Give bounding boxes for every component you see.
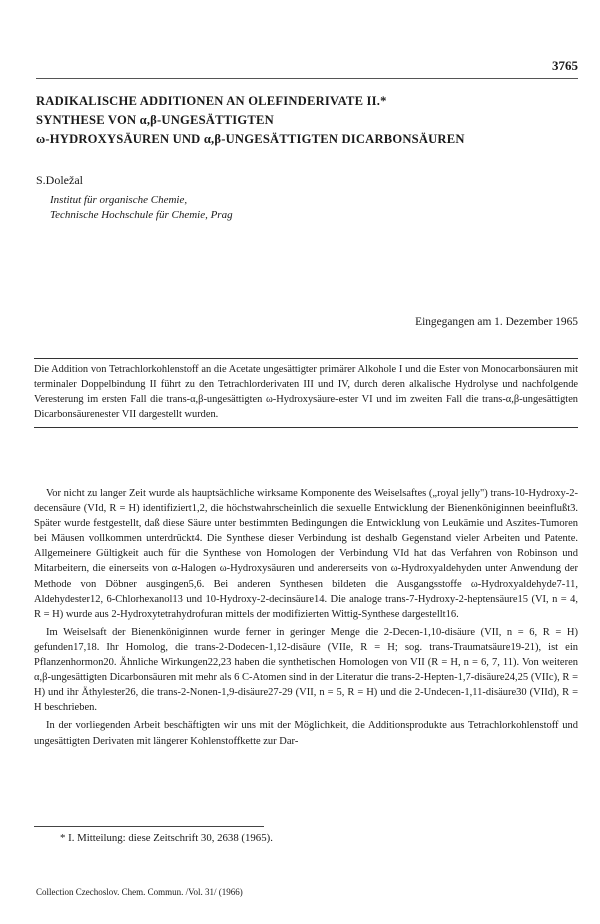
body-paragraph: Vor nicht zu langer Zeit wurde als hauptsächliche wirksame Komponente des Weiselsaftes („royal jelly") trans-10-Hydroxy-2-decensäure (VId, R = H) identifiziert1,2, die höchstwahrscheinlich die sexuelle Entwicklung der Bienenköniginnen beeinflußt3. Später wurde festgestellt, daß diese Säure unter bestimmten Bedingungen die Entwicklung von Leukämie und Aszites-Tumoren bei Mäusen vollkommen unterdrückt4. Die Synthese dieser Verbindung ist deshalb Gegenstand vieler Arbeiten und Patente. Allgemeinere Gültigkeit auch für die Synthese von Homologen der Verbindung VId hat das Verfahren von Robinson und Mitarbeitern, die einerseits von α-Halogen ω-Hydroxysäuren und andererseits von ω-Hydroxyaldehyden unter Anwendung der Methode von Döbner ausgingen5,6. Bei anderen Synthesen bildeten die Ausgangsstoffe ω-Hydroxyaldehyde7-11, Aldehydester12, 6-Chlorhexanol13 und 10-Hydroxy-2-decinsäure14. Die analoge trans-7-Hydroxy-2-heptensäure15 (VI, n = 4, R = H) wurde aus 2-Hydroxytetrahydrofuran mittels der modifizierten Wittig-Synthese dargestellt16. [34,488,578,620]
footnote: * I. Mitteilung: diese Zeitschrift 30, 2638 (1965). [60,832,273,844]
title-line: SYNTHESE VON α,β-UNGESÄTTIGTEN [36,113,274,127]
received-date: Eingegangen am 1. Dezember 1965 [415,316,578,328]
abstract: Die Addition von Tetrachlorkohlenstoff an die Acetate ungesättigter primärer Alkohole I und die Ester von Monocarbonsäuren mit terminaler Doppelbindung II führt zu den Tetrachlorderivaten III und IV, durch deren alkalische Hydrolyse und nachfolgende Veresterung im ersten Fall die trans-α,β-ungesättigten ω-Hydroxysäure-ester VI und im zweiten Fall die trans-α,β-ungesättigten Dicarbonsäurenester VII dargestellt wurden. [34,358,578,428]
body-text [34,486,578,749]
article-title [36,92,578,149]
header-rule [36,78,578,79]
body-paragraph: In der vorliegenden Arbeit beschäftigten wir uns mit der Möglichkeit, die Additionsprodukte aus Tetrachlorkohlenstoff und ungesättigten Derivaten mit längerer Kohlenstoffkette zur Dar- [34,720,578,747]
page-number: 3765 [552,58,578,73]
affiliation-line: Technische Hochschule für Chemie, Prag [50,209,233,221]
author-name: S.Doležal [36,173,83,187]
title-line: ω-HYDROXYSÄUREN UND α,β-UNGESÄTTIGTEN DICARBONSÄUREN [36,132,465,146]
affiliation-line: Institut für organische Chemie, [50,194,188,206]
body-paragraph: Im Weiselsaft der Bienenköniginnen wurde ferner in geringer Menge die 2-Decen-1,10-disäure (VII, n = 6, R = H) gefunden17,18. Ihr Homolog, die trans-2-Dodecen-1,12-disäure (VIIe, R = H; sog. trans-Traumatsäure19-21), ist ein Pflanzenhormon20. Ähnliche Wirkungen22,23 haben die synthetischen Homologen von VII (R = H, n = 6, 7, 11). Von weiteren α,β-ungesättigten Dicarbonsäuren mit mehr als 6 C-Atomen sind in der Literatur die trans-2-Hepten-1,7-disäure24,25 (VIIc), R = H) und ihr Äthylester26, die trans-2-Nonen-1,9-disäure27-29 (VII, n = 5, R = H) und die 2-Undecen-1,11-disäure30 (VIId), R = H beschrieben. [34,626,578,714]
title-line: RADIKALISCHE ADDITIONEN AN OLEFINDERIVATE II.* [36,94,387,108]
footnote-rule [34,826,264,827]
journal-footer: Collection Czechoslov. Chem. Commun. /Vol. 31/ (1966) [36,887,243,897]
affiliation [50,193,233,223]
